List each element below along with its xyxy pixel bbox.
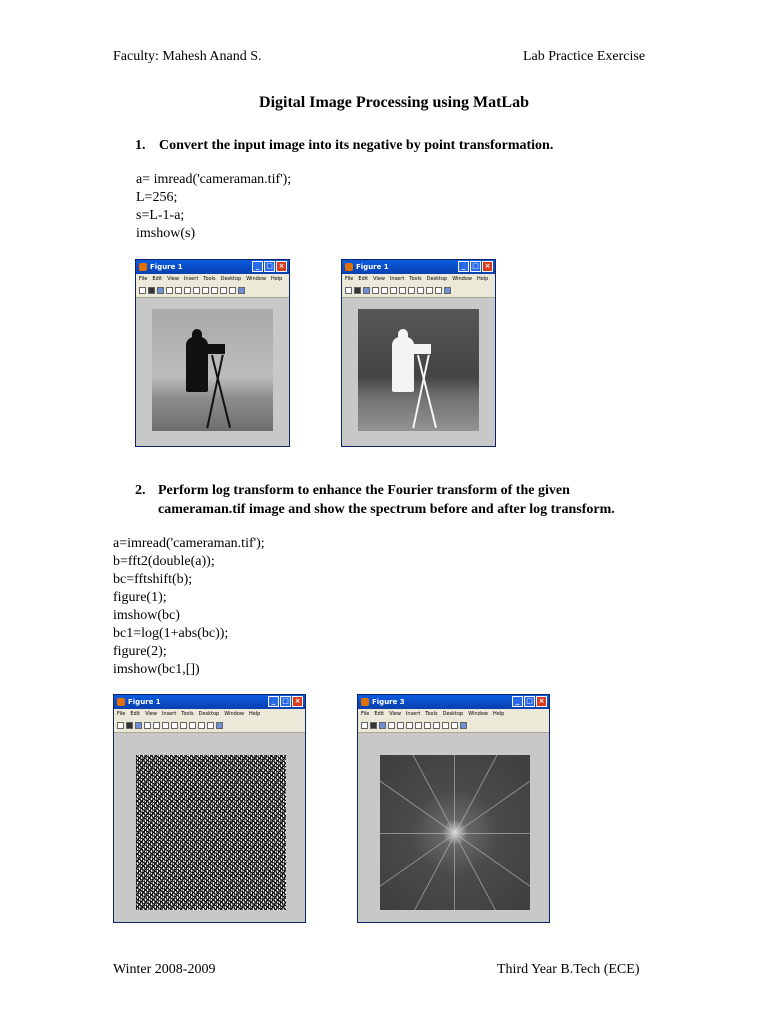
menu-insert[interactable]: Insert (183, 276, 199, 282)
menu-tools[interactable]: Tools (409, 276, 422, 282)
figure-menubar (114, 709, 305, 719)
colorbar-icon[interactable] (207, 722, 214, 729)
colorbar-icon[interactable] (229, 287, 236, 294)
save-icon[interactable] (157, 287, 164, 294)
q2-code-block (113, 535, 265, 679)
menu-window[interactable]: Window (468, 711, 488, 717)
datatip-icon[interactable] (442, 722, 449, 729)
menu-help[interactable]: Help (492, 711, 505, 717)
pan-icon[interactable] (408, 287, 415, 294)
figure-window-q1-original (135, 259, 290, 447)
zoom-in-icon[interactable] (390, 287, 397, 294)
menu-window[interactable]: Window (452, 276, 472, 282)
figure-toolbar (114, 719, 305, 733)
zoom-out-icon[interactable] (415, 722, 422, 729)
save-icon[interactable] (363, 287, 370, 294)
open-icon[interactable] (126, 722, 133, 729)
minimize-icon[interactable]: _ (458, 261, 469, 272)
minimize-icon[interactable]: _ (268, 696, 279, 707)
code-line: a= imread('cameraman.tif'); (136, 172, 292, 187)
arrow-icon[interactable] (153, 722, 160, 729)
datatip-icon[interactable] (220, 287, 227, 294)
colorbar-icon[interactable] (435, 287, 442, 294)
menu-help[interactable]: Help (270, 276, 283, 282)
pan-icon[interactable] (202, 287, 209, 294)
close-icon[interactable]: × (482, 261, 493, 272)
rotate-icon[interactable] (189, 722, 196, 729)
figure-window-q1-negative (341, 259, 496, 447)
figure-window-q2-log-spectrum (357, 694, 550, 923)
open-icon[interactable] (354, 287, 361, 294)
minimize-icon[interactable]: _ (512, 696, 523, 707)
open-icon[interactable] (370, 722, 377, 729)
figure-canvas (342, 298, 495, 446)
print-icon[interactable] (166, 287, 173, 294)
footer-term: Winter 2008-2009 (113, 962, 216, 977)
code-line: imshow(bc1,[]) (113, 662, 200, 677)
cameraman-image (152, 309, 273, 431)
q1-number: 1. (135, 138, 146, 153)
figure-title: Figure 1 (356, 263, 389, 271)
menu-tools[interactable]: Tools (425, 711, 438, 717)
cameraman-negative-image (358, 309, 479, 431)
new-icon[interactable] (345, 287, 352, 294)
code-line: figure(1); (113, 590, 167, 605)
rotate-icon[interactable] (417, 287, 424, 294)
maximize-icon[interactable]: □ (524, 696, 535, 707)
header-exercise: Lab Practice Exercise (523, 49, 646, 64)
save-icon[interactable] (135, 722, 142, 729)
datatip-icon[interactable] (198, 722, 205, 729)
q2-text-line2: cameraman.tif image and show the spectrum before and after log transform. (158, 502, 615, 517)
figure-toolbar (358, 719, 549, 733)
q1-code-block (136, 171, 291, 243)
menu-edit[interactable]: Edit (130, 711, 141, 717)
menu-insert[interactable]: Insert (405, 711, 421, 717)
figure-toolbar (136, 284, 289, 298)
menu-file[interactable]: File (361, 711, 370, 717)
figure-titlebar[interactable] (114, 695, 305, 709)
code-line: imshow(s) (136, 226, 196, 241)
legend-icon[interactable] (216, 722, 223, 729)
menu-desktop[interactable]: Desktop (426, 276, 448, 282)
matlab-icon (345, 263, 353, 271)
new-icon[interactable] (361, 722, 368, 729)
figure-titlebar[interactable] (342, 260, 495, 274)
datatip-icon[interactable] (426, 287, 433, 294)
menu-window[interactable]: Window (224, 711, 244, 717)
maximize-icon[interactable]: □ (264, 261, 275, 272)
figure-titlebar[interactable] (136, 260, 289, 274)
menu-desktop[interactable]: Desktop (198, 711, 220, 717)
maximize-icon[interactable]: □ (280, 696, 291, 707)
menu-view[interactable]: View (389, 711, 401, 717)
figure-canvas (136, 298, 289, 446)
print-icon[interactable] (144, 722, 151, 729)
menu-insert[interactable]: Insert (161, 711, 177, 717)
code-line: bc=fftshift(b); (113, 572, 193, 587)
menu-help[interactable]: Help (248, 711, 261, 717)
log-spectrum-image (380, 755, 530, 910)
close-icon[interactable]: × (536, 696, 547, 707)
header-faculty: Faculty: Mahesh Anand S. (113, 49, 262, 64)
new-icon[interactable] (117, 722, 124, 729)
arrow-icon[interactable] (381, 287, 388, 294)
save-icon[interactable] (379, 722, 386, 729)
menu-help[interactable]: Help (476, 276, 489, 282)
menu-file[interactable]: File (139, 276, 148, 282)
new-icon[interactable] (139, 287, 146, 294)
figure-canvas (358, 733, 549, 922)
legend-icon[interactable] (238, 287, 245, 294)
zoom-out-icon[interactable] (399, 287, 406, 294)
menu-tools[interactable]: Tools (181, 711, 194, 717)
figure-menubar (342, 274, 495, 284)
open-icon[interactable] (148, 287, 155, 294)
zoom-out-icon[interactable] (193, 287, 200, 294)
matlab-icon (117, 698, 125, 706)
matlab-icon (139, 263, 147, 271)
figure-titlebar[interactable] (358, 695, 549, 709)
code-line: figure(2); (113, 644, 167, 659)
menu-desktop[interactable]: Desktop (220, 276, 242, 282)
code-line: a=imread('cameraman.tif'); (113, 536, 265, 551)
legend-icon[interactable] (460, 722, 467, 729)
code-line: bc1=log(1+abs(bc)); (113, 626, 229, 641)
close-icon[interactable]: × (292, 696, 303, 707)
menu-edit[interactable]: Edit (374, 711, 385, 717)
pan-icon[interactable] (180, 722, 187, 729)
rotate-icon[interactable] (211, 287, 218, 294)
print-icon[interactable] (388, 722, 395, 729)
footer-course: Third Year B.Tech (ECE) (497, 962, 640, 977)
menu-view[interactable]: View (373, 276, 385, 282)
menu-tools[interactable]: Tools (203, 276, 216, 282)
figure-canvas (114, 733, 305, 922)
matlab-icon (361, 698, 369, 706)
menu-insert[interactable]: Insert (389, 276, 405, 282)
minimize-icon[interactable]: _ (252, 261, 263, 272)
code-line: b=fft2(double(a)); (113, 554, 215, 569)
figure-window-q2-spectrum (113, 694, 306, 923)
figure-toolbar (342, 284, 495, 298)
menu-file[interactable]: File (117, 711, 126, 717)
figure-title: Figure 1 (128, 698, 161, 706)
rotate-icon[interactable] (433, 722, 440, 729)
figure-menubar (358, 709, 549, 719)
menu-window[interactable]: Window (246, 276, 266, 282)
menu-view[interactable]: View (167, 276, 179, 282)
zoom-out-icon[interactable] (171, 722, 178, 729)
figure-title: Figure 3 (372, 698, 405, 706)
menu-edit[interactable]: Edit (358, 276, 369, 282)
pan-icon[interactable] (424, 722, 431, 729)
close-icon[interactable]: × (276, 261, 287, 272)
figure-title: Figure 1 (150, 263, 183, 271)
code-line: s=L-1-a; (136, 208, 185, 223)
print-icon[interactable] (372, 287, 379, 294)
q1-text: Convert the input image into its negative by point transformation. (159, 138, 554, 153)
arrow-icon[interactable] (175, 287, 182, 294)
menu-file[interactable]: File (345, 276, 354, 282)
menu-desktop[interactable]: Desktop (442, 711, 464, 717)
document-title: Digital Image Processing using MatLab (259, 94, 529, 111)
arrow-icon[interactable] (397, 722, 404, 729)
code-line: imshow(bc) (113, 608, 180, 623)
menu-edit[interactable]: Edit (152, 276, 163, 282)
colorbar-icon[interactable] (451, 722, 458, 729)
code-line: L=256; (136, 190, 178, 205)
q2-text-line1: Perform log transform to enhance the Fourier transform of the given (158, 483, 570, 498)
zoom-in-icon[interactable] (162, 722, 169, 729)
fft-spectrum-image (136, 755, 286, 910)
zoom-in-icon[interactable] (406, 722, 413, 729)
zoom-in-icon[interactable] (184, 287, 191, 294)
q2-number: 2. (135, 483, 146, 498)
figure-menubar (136, 274, 289, 284)
menu-view[interactable]: View (145, 711, 157, 717)
maximize-icon[interactable]: □ (470, 261, 481, 272)
legend-icon[interactable] (444, 287, 451, 294)
